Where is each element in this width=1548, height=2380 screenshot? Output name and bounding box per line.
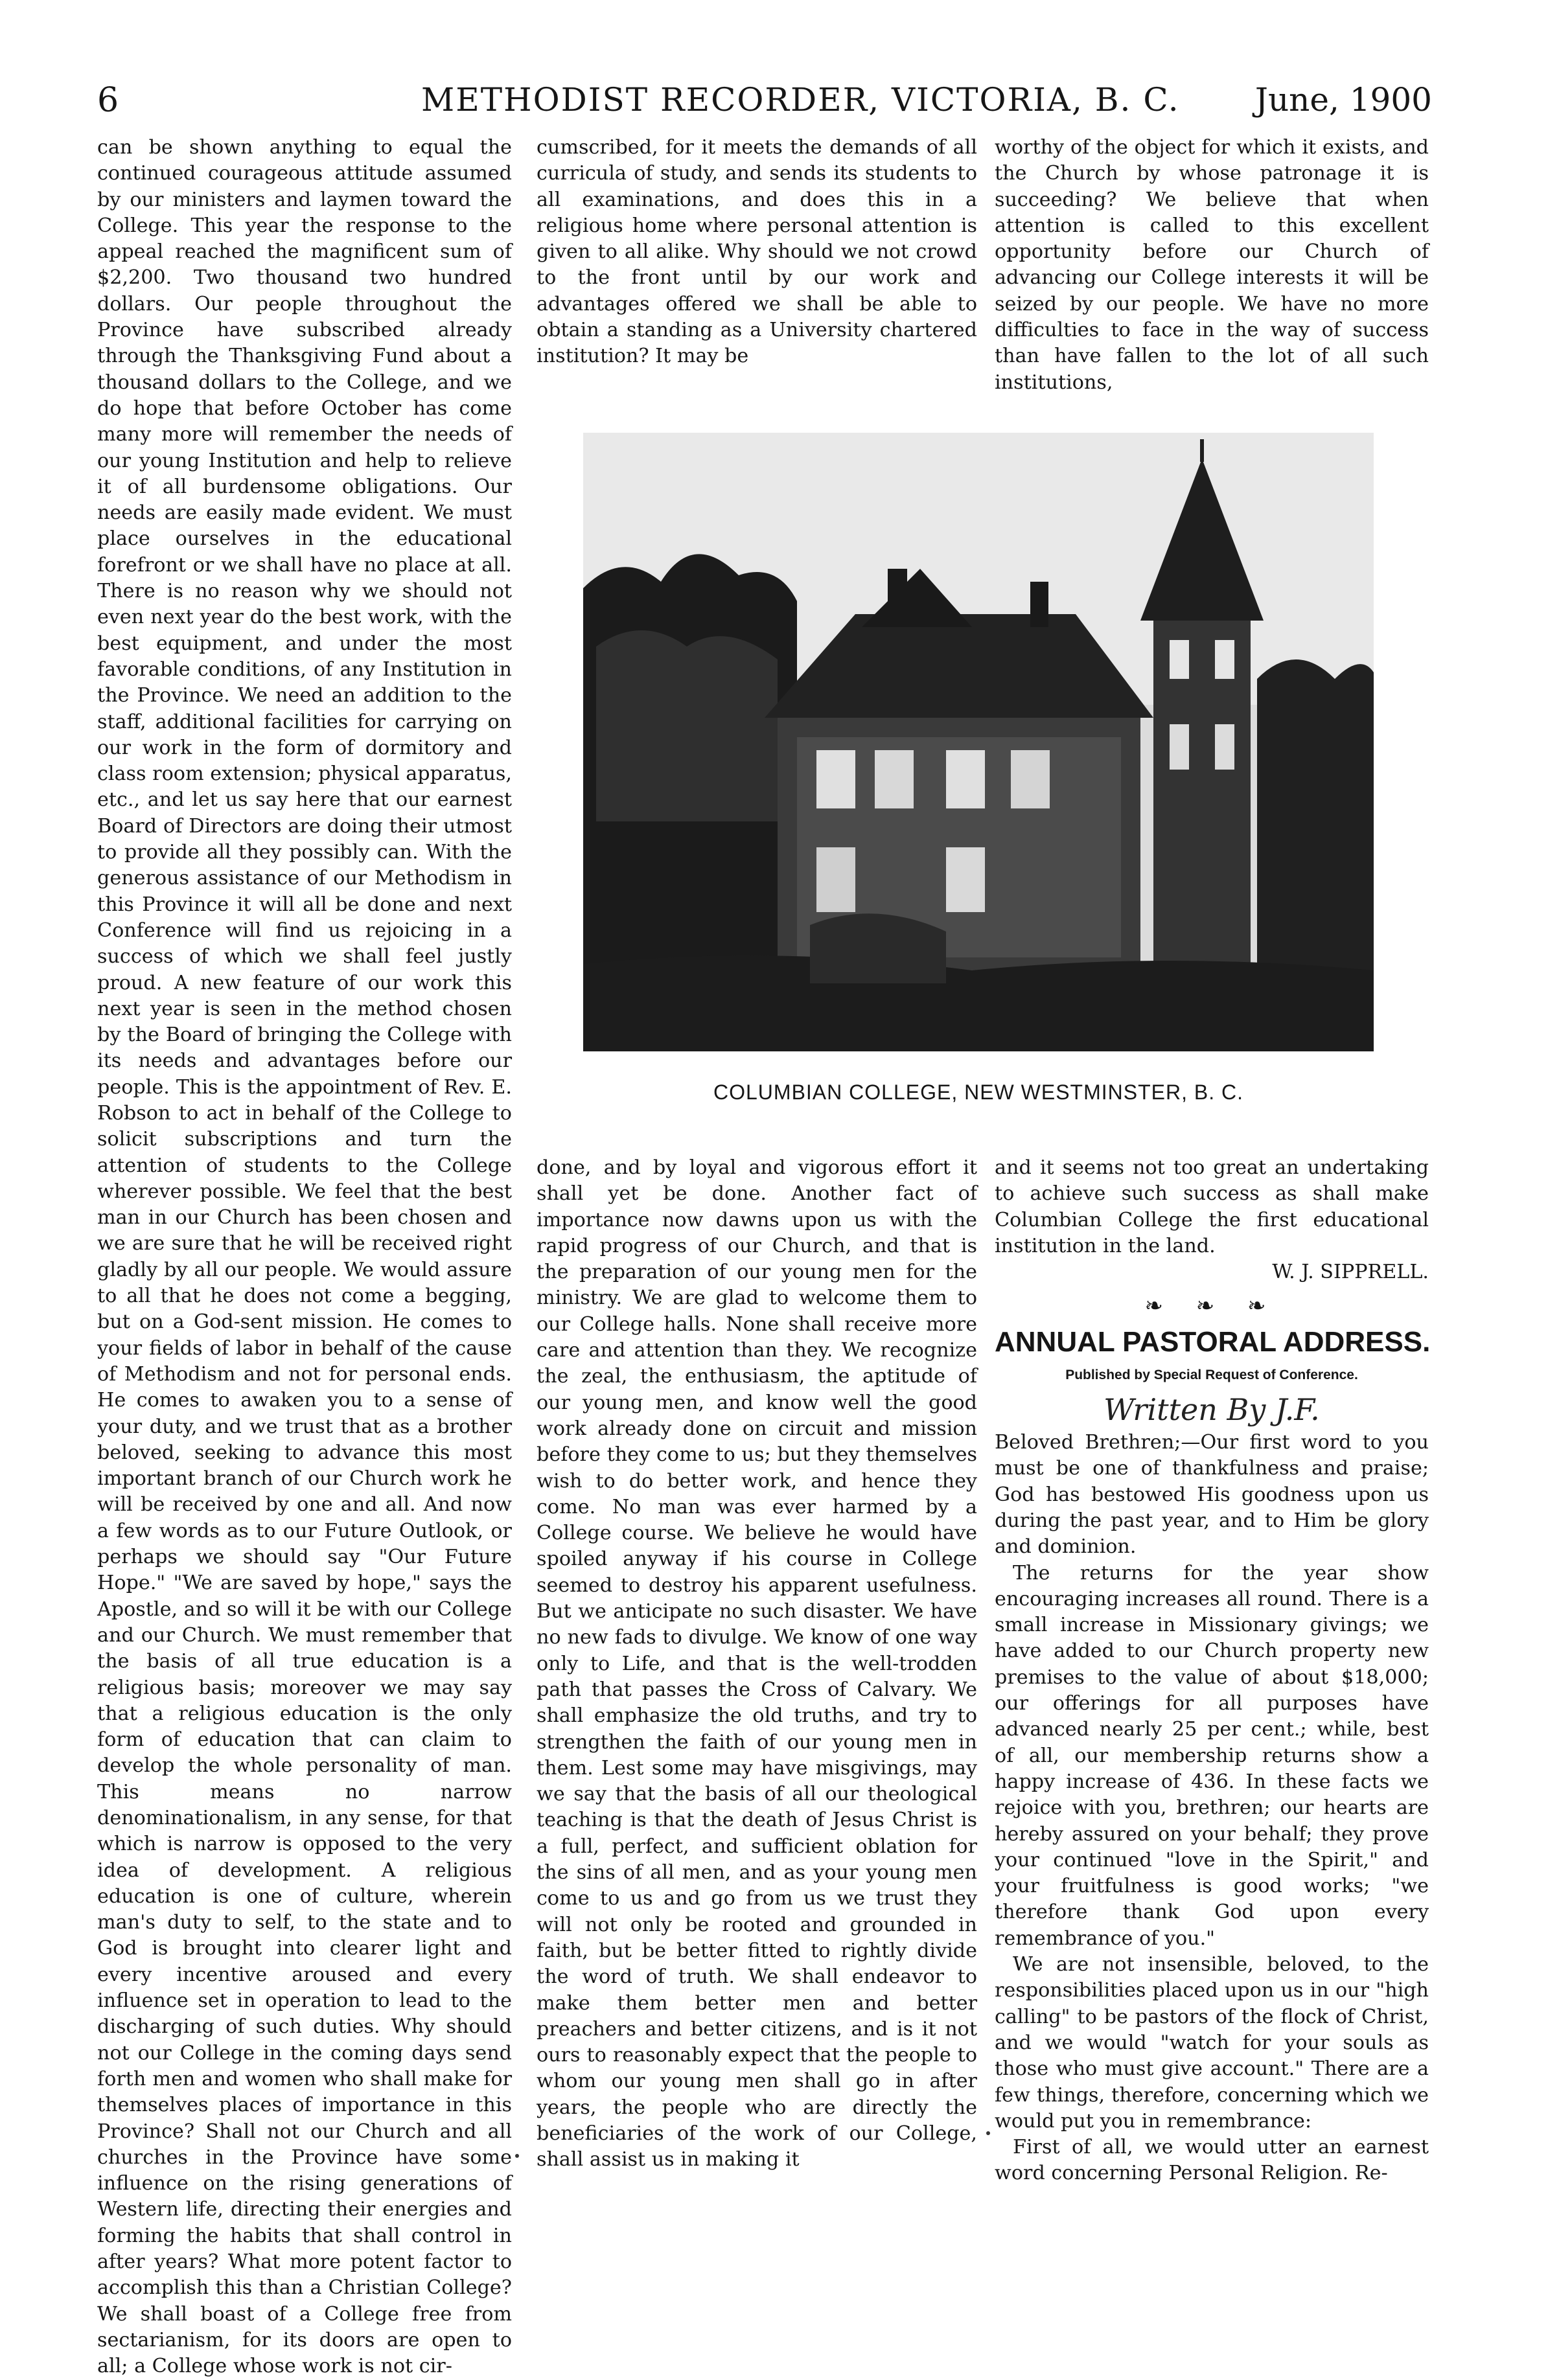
article-paragraph: cumscribed, for it meets the demands of all curricula of study, and sends its students to all examinations, and does this in a religious home where personal attention is given to all alike. Why should we not crowd to the front until by our work and advantages offered we shall be able to obtain a standing as a University chartered institution? It may be: [537, 136, 977, 368]
photo-caption: COLUMBIAN COLLEGE, NEW WESTMINSTER, B. C.: [713, 1081, 1243, 1104]
page-number: 6: [97, 81, 119, 120]
print-speck: [515, 2154, 519, 2158]
middle-column-top: [537, 135, 977, 387]
address-paragraph: First of all, we would utter an earnest word concerning Personal Religion. Re-: [995, 2136, 1429, 2185]
address-paragraph: Beloved Brethren;—Our first word to you must be one of thankfulness and praise; God has bestowed His goodness upon us during the past year, and to Him be glory and dominion.: [995, 1431, 1429, 1559]
address-paragraph: We are not insensible, beloved, to the responsibilities placed upon us in our "high calling" to be pastors of the flock of Christ, and we would "watch for your souls as those who must give account." There are a few things, therefore, concerning which we would put you in remembrance:: [995, 1953, 1429, 2133]
article-paragraph: worthy of the object for which it exists, and the Church by whose patronage it is succeeding? We believe that when attention is called to this excellent opportunity before our Church of advancing our College interests it will be seized by our people. We have no more difficulties to face in the way of success than have fallen to the lot of all such institutions,: [995, 136, 1429, 394]
address-headline: ANNUAL PASTORAL ADDRESS.: [995, 1325, 1431, 1358]
right-column-bottom: [995, 1155, 1431, 2185]
page-header: [97, 68, 1432, 126]
left-column: [97, 135, 512, 2378]
section-ornament: ❧ ❧ ❧: [1144, 1293, 1279, 1320]
running-title: METHODIST RECORDER, VICTORIA, B. C.: [421, 81, 1180, 119]
article-paragraph: can be shown anything to equal the continued courageous attitude assumed by our ministers and laymen toward the College. This year the response to the appeal reached the magnificent sum of $2,200. Two thousand two hundred dollars. Our people throughout the Province have subscribed already through the Thanksgiving Fund about a thousand dollars to the College, and we do hope that before October has come many more will remember the needs of our young Institution and help to relieve it of all burdensome obligations. Our needs are easily made evident. We must place ourselves in the educational forefront or we shall have no place at all. There is no reason why we should not even next year do the best work, with the best equipment, and under the most favorable conditions, of any Institution in the Province. We need an addition to the staff, additional facilities for carrying on our work in the form of dormitory and class room extension; physical apparatus, etc., and let us say here that our earnest Board of Directors are doing their utmost to provide all they possibly can. With the generous assistance of our Methodism in this Province it will all be done and next Conference will find us rejoicing in a success of which we shall feel justly proud. A new feature of our work this next year is seen in the method chosen by the Board of bringing the College with its needs and advantages before our people. This is the appointment of Rev. E. Robson to act in behalf of the College to solicit subscriptions and turn the attention of students to the College wherever possible. We feel that the best man in our Church has been chosen and we are sure that he will be received right gladly by all our people. We would assure to all that he does not come a begging, but on a God-sent mission. He comes to your fields of labor in behalf of the cause of Methodism and not for personal ends. He comes to awaken you to a sense of your duty, and we trust that as a brother beloved, seeking to advance this most important branch of our Church work he will be received by one and all. And now a few words as to our Future Outlook, or perhaps we should say "Our Future Hope." "We are saved by hope," says the Apostle, and so will it be with our College and our Church. We must remember that the basis of all true education is a religious basis; moreover we may say that a religious education is the only form of education that can claim to develop the whole personality of man. This means no narrow denominationalism, in any sense, for that which is narrow is opposed to the very idea of development. A religious education is one of culture, wherein man's duty to self, to the state and to God is brought into clearer light and every incentive aroused and every influence set in operation to lead to the discharging of such duties. Why should not our College in the coming days send forth men and women who shall make for themselves places of importance in this Province? Shall not our Church and all churches in the Province have some influence on the rising generations of Western life, directing their energies and forming the habits that shall control in after years? What more potent factor to accomplish this than a Christian College? We shall boast of a College free from sectarianism, for its doors are open to all; a College whose work is not cir-: [97, 136, 512, 2378]
middle-column-bottom: [537, 1155, 977, 2171]
author-signature: W. J. SIPPRELL.: [1272, 1261, 1429, 1284]
article-closing-paragraph: and it seems not too great an undertaking to achieve such success as shall make Columbian College the first educational institution in the land.: [995, 1156, 1429, 1257]
issue-date: June, 1900: [1254, 81, 1432, 119]
college-photograph: [583, 433, 1374, 1051]
address-paragraph: The returns for the year show encouraging increases all round. There is a small increase in Missionary givings; we have added to our Church property new premises to the value of about $18,000; our offerings for all purposes have advanced nearly 25 per cent.; while, best of all, our membership returns show a happy increase of 436. In these facts we rejoice with you, brethren; our hearts are hereby assured on your behalf; they prove your continued "love in the Spirit," and your fruitfulness is good works; "we therefore thank God upon every remembrance of you.": [995, 1561, 1429, 1950]
handwritten-annotation: Written By J.F.: [1103, 1392, 1320, 1428]
article-paragraph: done, and by loyal and vigorous effort it shall yet be done. Another fact of importance now dawns upon us with the rapid progress of our Church, and that is the preparation of our young men for the ministry. We are glad to welcome them to our College halls. None shall receive more care and attention than they. We recognize the zeal, the enthusiasm, the aptitude of our young men, and know well the good work already done on circuit and mission before they come to us; but they themselves wish to do better work, and hence they come. No man was ever harmed by a College course. We believe he would have spoiled anyway if his course in College seemed to destroy his apparent usefulness. But we anticipate no such disaster. We have no new fads to divulge. We know of one way only to Life, and that is the well-trodden path that passes the Cross of Calvary. We shall emphasize the old truths, and try to strengthen the faith of our young men in them. Lest some may have misgivings, may we say that the basis of all our theological teaching is that the death of Jesus Christ is a full, perfect, and sufficient oblation for the sins of all men, and as your young men come to us and go from us we trust they will not only be rooted and grounded in faith, but be better fitted to rightly divide the word of truth. We shall endeavor to make them better men and better preachers and better citizens, and is it not ours to reasonably expect that the people to whom our young men shall go in after years, the people who are directly the beneficiaries of the work of our College, shall assist us in making it: [537, 1156, 977, 2171]
address-subheadline: Published by Special Request of Conference.: [1065, 1367, 1358, 1382]
print-speck: [986, 2131, 990, 2135]
right-column-top: [995, 135, 1429, 394]
